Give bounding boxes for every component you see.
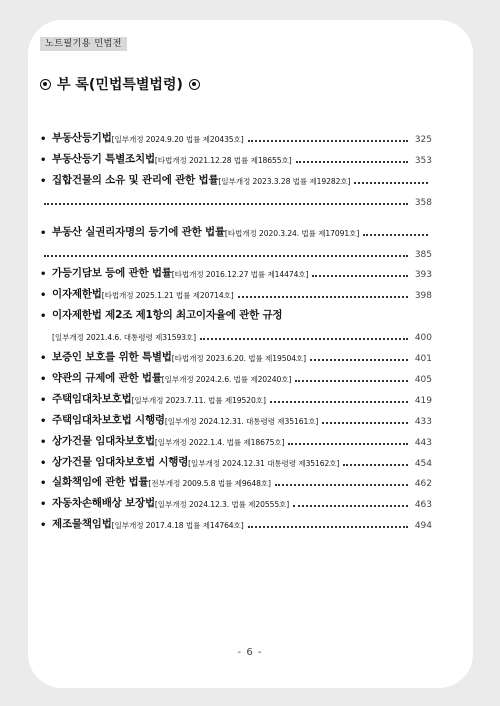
bullet: • — [40, 227, 47, 239]
dot-leader — [44, 255, 408, 257]
bullet: • — [40, 394, 47, 406]
entry-meta: [타법개정 2020.3.24. 법률 제17091호] — [224, 228, 360, 238]
entry-title: 집합건물의 소유 및 관리에 관한 법률 — [52, 173, 219, 186]
dot-leader — [200, 338, 408, 340]
table-of-contents — [40, 124, 432, 531]
entry-title: 보증인 보호를 위한 특별법 — [52, 351, 172, 364]
page-footer-number: - 6 - — [237, 647, 263, 658]
entry-page: 393 — [414, 270, 432, 281]
dot-leader — [248, 140, 408, 142]
entry-page: 419 — [414, 395, 432, 406]
dot-leader — [295, 380, 408, 382]
entry-meta: [타법개정 2025.1.21 법률 제20714호] — [101, 291, 234, 301]
entry-page: 433 — [414, 416, 432, 427]
bullet: • — [40, 478, 47, 490]
entry-meta: [일부개정 2024.12.3. 법률 제20555호] — [154, 500, 290, 510]
entry-title: 주택임대차보호법 시행령 — [52, 413, 165, 426]
entry-meta: [일부개정 2022.1.4. 법률 제18675호] — [154, 437, 285, 447]
entry-meta: [일부개정 2021.4.6. 대통령령 제31593호] — [52, 333, 197, 343]
entry-page: 405 — [414, 374, 432, 385]
entry-meta: [일부개정 2024.12.31. 대통령령 제35161호] — [164, 416, 319, 426]
entry-meta: [일부개정 2017.4.18 법률 제14764호] — [111, 521, 244, 531]
target-bullet-icon — [40, 79, 51, 90]
dot-leader — [354, 182, 428, 184]
bullet: • — [40, 457, 47, 469]
entry-page: 358 — [414, 197, 432, 208]
entry-title: 부동산등기 특별조치법 — [52, 152, 155, 165]
dot-leader — [44, 203, 408, 205]
toc-entry[interactable] — [40, 301, 432, 343]
dot-leader — [288, 443, 408, 445]
toc-entry[interactable] — [40, 208, 432, 260]
entry-title: 가등기담보 등에 관한 법률 — [52, 267, 172, 280]
bullet: • — [40, 290, 47, 302]
dot-leader — [293, 505, 408, 507]
toc-entry[interactable] — [40, 280, 432, 301]
entry-page: 454 — [414, 458, 432, 469]
dot-leader — [363, 234, 428, 236]
bullet: • — [40, 154, 47, 166]
bullet: • — [40, 373, 47, 385]
toc-entry[interactable] — [40, 406, 432, 427]
toc-entry[interactable] — [40, 166, 432, 208]
dot-leader — [312, 275, 408, 277]
entry-title: 자동차손해배상 보장법 — [52, 497, 155, 510]
entry-title: 제조물책임법 — [52, 518, 112, 531]
toc-entry[interactable] — [40, 145, 432, 166]
header-tag: 노트필기용 민법전 — [40, 37, 127, 51]
toc-entry[interactable] — [40, 469, 432, 490]
toc-entry[interactable] — [40, 343, 432, 364]
bullet: • — [40, 269, 47, 281]
dot-leader — [343, 464, 408, 466]
entry-title: 이자제한법 제2조 제1항의 최고이자율에 관한 규정 — [52, 309, 283, 322]
section-heading-text: 부 록(민법특별법령) — [57, 77, 183, 93]
dot-leader — [322, 422, 408, 424]
entry-meta: [타법개정 2021.12.28 법률 제18655호] — [154, 155, 292, 165]
entry-page: 400 — [414, 333, 432, 344]
entry-meta: [일부개정 2023.3.28 법률 제19282호] — [218, 176, 351, 186]
bullet: • — [40, 133, 47, 145]
entry-page: 325 — [414, 134, 432, 145]
entry-title: 상가건물 임대차보호법 시행령 — [52, 455, 189, 468]
bullet: • — [40, 175, 47, 187]
entry-meta: [타법개정 2023.6.20. 법률 제19504호] — [171, 354, 307, 364]
entry-meta: [일부개정 2024.2.6. 법률 제20240호] — [161, 374, 292, 384]
bullet: • — [40, 520, 47, 532]
entry-title: 주택임대차보호법 — [52, 392, 132, 405]
toc-entry[interactable] — [40, 448, 432, 469]
entry-page: 494 — [414, 521, 432, 532]
entry-page: 443 — [414, 437, 432, 448]
entry-meta: [일부개정 2024.9.20 법률 제20435호] — [111, 134, 244, 144]
bullet: • — [40, 353, 47, 365]
entry-title: 부동산 실권리자명의 등기에 관한 법률 — [52, 225, 225, 238]
entry-page: 401 — [414, 354, 432, 365]
entry-meta: [일부개정 2023.7.11. 법률 제19520호] — [131, 395, 266, 405]
entry-page: 353 — [414, 155, 432, 166]
toc-entry[interactable] — [40, 510, 432, 531]
toc-entry[interactable] — [40, 260, 432, 281]
entry-title: 상가건물 임대차보호법 — [52, 434, 155, 447]
toc-entry[interactable] — [40, 124, 432, 145]
entry-page: 463 — [414, 500, 432, 511]
entry-title: 이자제한법 — [52, 288, 102, 301]
dot-leader — [275, 484, 408, 486]
bullet: • — [40, 415, 47, 427]
bullet: • — [40, 499, 47, 511]
toc-entry[interactable] — [40, 489, 432, 510]
bullet: • — [40, 436, 47, 448]
entry-title: 부동산등기법 — [52, 131, 112, 144]
entry-meta: [일부개정 2024.12.31 대통령령 제35162호] — [188, 458, 340, 468]
entry-title: 실화책임에 관한 법률 — [52, 476, 149, 489]
dot-leader — [270, 401, 408, 403]
toc-entry[interactable] — [40, 385, 432, 406]
toc-entry[interactable] — [40, 364, 432, 385]
entry-page: 398 — [414, 291, 432, 302]
target-bullet-icon — [189, 79, 200, 90]
toc-entry[interactable] — [40, 427, 432, 448]
dot-leader — [238, 296, 408, 298]
dot-leader — [310, 359, 408, 361]
bullet: • — [40, 311, 47, 323]
dot-leader — [296, 161, 408, 163]
dot-leader — [248, 526, 408, 528]
section-heading — [40, 74, 200, 94]
entry-page: 385 — [414, 249, 432, 260]
entry-meta: [전부개정 2009.5.8 법률 제9648호] — [148, 479, 271, 489]
entry-meta: [타법개정 2016.12.27 법률 제14474호] — [171, 270, 309, 280]
entry-page: 462 — [414, 479, 432, 490]
entry-title: 약관의 규제에 관한 법률 — [52, 371, 162, 384]
